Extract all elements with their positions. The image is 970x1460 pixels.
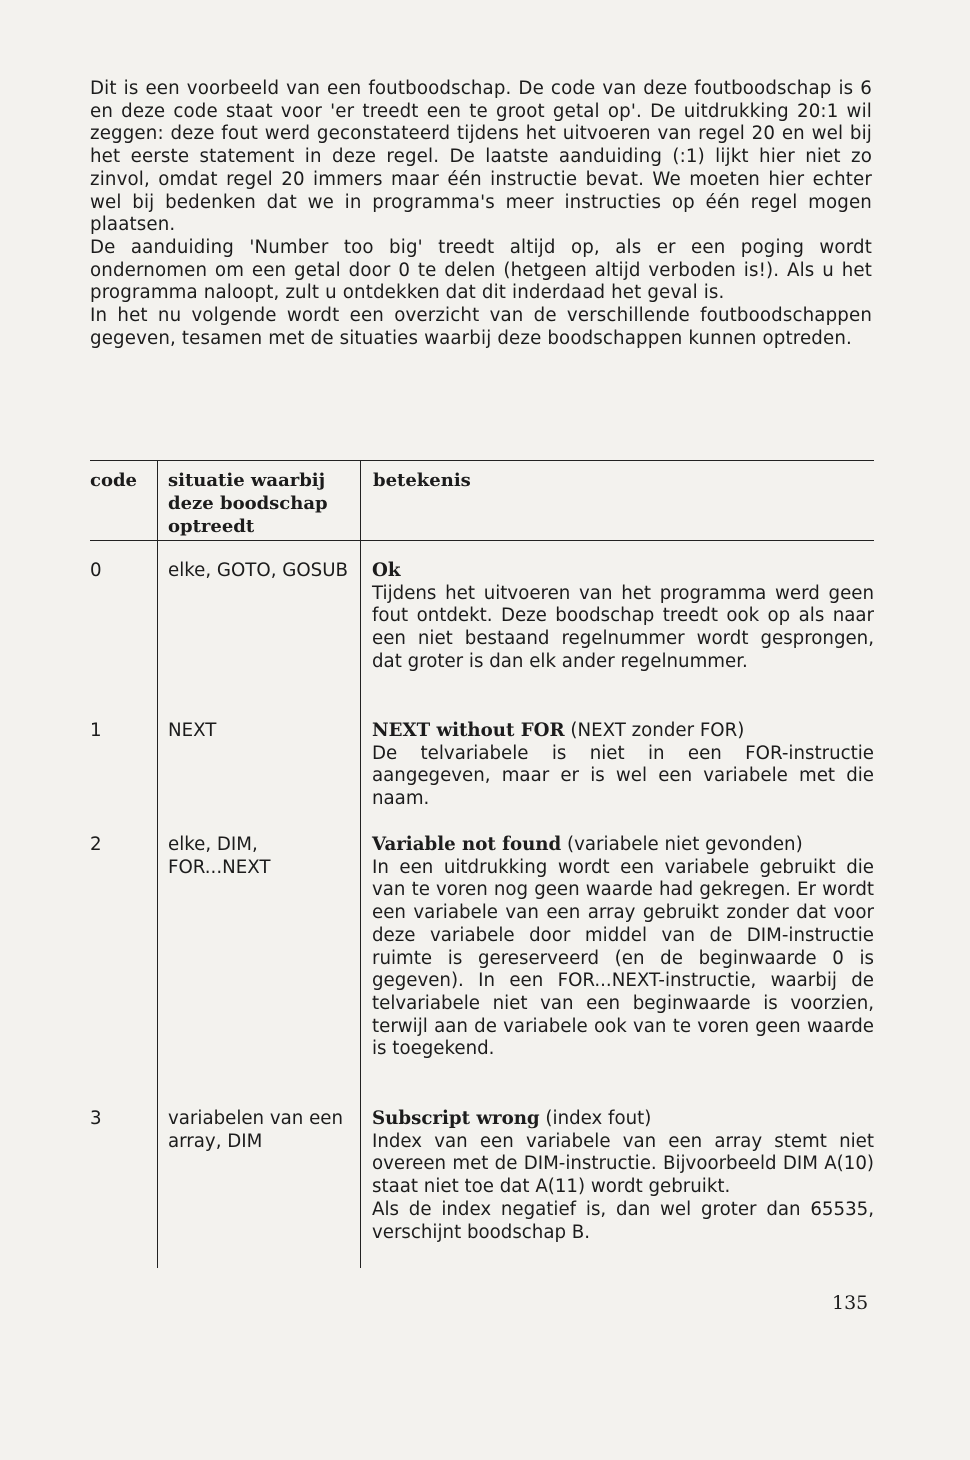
row-situatie: variabelen van een array, DIM <box>168 1108 343 1152</box>
row-situatie: NEXT <box>168 720 217 741</box>
row-code: 2 <box>90 834 102 855</box>
row-title-rest: (variabele niet gevonden) <box>561 834 803 855</box>
header-betekenis: betekenis <box>373 470 471 491</box>
intro-paragraph-2: De aanduiding 'Number too big' treedt altijd op, als er een poging wordt ondernomen om een getal door 0 te delen (hetgeen altijd verboden is!). Als u het programma naloopt, zult u ontdekken dat dit inderdaad het geval is. <box>90 236 872 304</box>
row-code: 0 <box>90 560 102 581</box>
row-betekenis <box>372 560 874 674</box>
row-title-rest: (NEXT zonder FOR) <box>564 720 745 741</box>
row-description: De telvariabele is niet in een FOR-instructie aangegeven, maar er is wel een variabele met die naam. <box>372 742 874 810</box>
row-description: Index van een variabele van een array stemt niet overeen met de DIM-instructie. Bijvoorbeeld DIM A(10) staat niet toe dat A(11) wordt gebruikt. <box>372 1130 874 1198</box>
row-title: Ok <box>372 560 401 581</box>
row-betekenis <box>372 834 874 1061</box>
row-description-2: Als de index negatief is, dan wel groter dan 65535, verschijnt boodschap B. <box>372 1198 874 1243</box>
column-divider-1 <box>157 460 158 1268</box>
header-code: code <box>90 470 138 491</box>
row-description: In een uitdrukking wordt een variabele gebruikt die van te voren nog geen waarde had gekregen. Er wordt een variabele van een array gebruikt zonder dat voor deze variabele door middel van de DIM-instructie ruimte is gereserveerd (en de beginwaarde 0 is gegeven). In een FOR...NEXT-instructie, waarbij de telvariabele niet van een beginwaarde is voorzien, terwijl aan de variabele ook van te voren geen waarde is toegekend. <box>372 856 874 1060</box>
page-number: 135 <box>832 1292 869 1314</box>
row-title-rest: (index fout) <box>539 1108 652 1129</box>
row-betekenis <box>372 1108 874 1244</box>
column-divider-2 <box>360 460 361 1268</box>
row-title: NEXT without FOR <box>372 720 565 741</box>
row-situatie: elke, DIM, FOR...NEXT <box>168 834 271 878</box>
row-situatie: elke, GOTO, GOSUB <box>168 560 349 581</box>
row-title: Subscript wrong <box>372 1108 540 1129</box>
row-description: Tijdens het uitvoeren van het programma werd geen fout ontdekt. Deze boodschap treedt ook op als naar een niet bestaand regelnummer wordt gesprongen, dat groter is dan elk ander regelnummer. <box>372 582 874 672</box>
intro-paragraph-3: In het nu volgende wordt een overzicht van de verschillende foutboodschappen gegeven, tesamen met de situaties waarbij deze boodschappen kunnen optreden. <box>90 305 872 349</box>
intro-text <box>90 78 872 350</box>
table-header-rule <box>90 540 874 541</box>
header-situatie: situatie waarbij deze boodschap optreedt <box>168 470 328 537</box>
row-betekenis <box>372 720 874 811</box>
intro-paragraph-1: Dit is een voorbeeld van een foutboodschap. De code van deze foutboodschap is 6 en deze code staat voor 'er treedt een te groot getal op'. De uitdrukking 20:1 wil zeggen: deze fout werd geconstateerd tijdens het uitvoeren van regel 20 en wel bij het eerste statement in deze regel. De laatste aanduiding (:1) lijkt hier niet zo zinvol, omdat regel 20 immers maar één instructie bevat. We moeten hier echter wel bij bedenken dat we in programma's meer instructies op één regel mogen plaatsen. <box>90 78 872 236</box>
row-code: 1 <box>90 720 102 741</box>
row-title: Variable not found <box>372 834 562 855</box>
table-top-rule <box>90 460 874 461</box>
row-code: 3 <box>90 1108 102 1129</box>
